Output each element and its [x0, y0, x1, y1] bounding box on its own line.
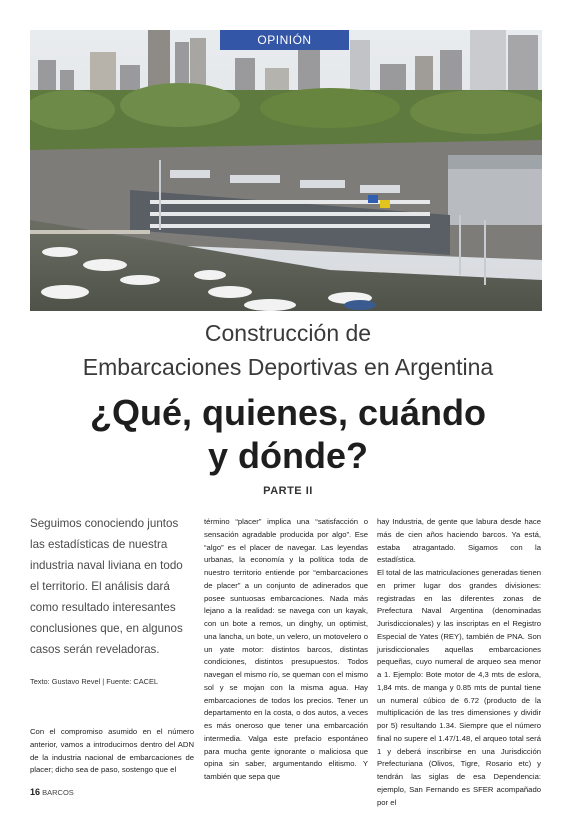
article-headline [0, 391, 576, 477]
body-paragraph: hay Industria, de gente que labura desde hace más de cien años haciendo barcos. Ya está, estaba atragantado. Sigamos con la estadística. [377, 517, 541, 565]
page-number: 16 [30, 787, 41, 797]
body-paragraph: Con el compromiso asumido en el número anterior, vamos a introducirnos dentro del ADN de la industria nacional de embarcaciones de placer; dicho sea de paso, sostengo que el [30, 727, 194, 775]
marina-aerial-photo [30, 30, 542, 311]
article-subtitle [0, 316, 576, 384]
page-footer [30, 787, 74, 797]
body-column-2 [204, 516, 368, 784]
subtitle-line-2: Embarcaciones Deportivas en Argentina [82, 354, 494, 380]
body-paragraph: El total de las matriculaciones generadas tienen en primer lugar dos grandes divisiones: registradas en las diferentes zonas de Prefectura Naval Argentina (denominadas Jurisdiccionales) y las inscriptas en el Registro Especial de Yates (REY), también de PNA. Son jurisdiccionales aquellas embarcaciones pequeñas, cuyo numeral de arqueo sea menor a 1. Ejemplo: Bote motor de 4,3 mts de eslora, 1,84 mts. de manga y 0.85 mts de puntal tiene un numeral cúbico de 6.72 (producto de la multiplicación de las tres dimensiones y dividir por 5) resultando 1.34. Siempre que el número final no supere el 1.47/1.48, el arqueo total será 1 y deberá inscribirse en una Jurisdicción Prefecturiana (Olivos, Tigre, Rosario etc) y tendrán las siglas de esa Dependencia: ejemplo, San Fernando es SFER acompañado por el [377, 568, 541, 807]
part-label: PARTE II [263, 485, 313, 497]
body-column-3 [377, 516, 541, 809]
magazine-name: BARCOS [42, 788, 74, 797]
headline-line-2: y dónde? [208, 435, 368, 476]
article-credits: Texto: Gustavo Revel | Fuente: CACEL [30, 677, 159, 686]
body-paragraph: término “placer” implica una “satisfacción o sensación agradable producida por algo”. Ese “algo” es el placer de navegar. Las leyendas urbanas, la economía y la política toda de nuestro territorio entiende por “embarcaciones de placer” a un conjunto de adinerados que posee suntuosas embarcaciones. Nada más lejano a la realidad: se navega con un kayak, con un bote a remos, un dinghy, un optimist, una lancha, un bote, un velero, un motovelero o un yate motor: distintos barcos, distintas condiciones, distintos presupuestos. Todos navegan el mismo río, se queman con el mismo sol y se mojan con la misma agua. Hay embarcaciones de todos los precios. Tener un departamento en la costa, o dos autos, a veces es más oneroso que tener una embarcación intermedia. Valga este prefacio espontáneo para mucha gente ignorante o maliciosa que opina sin saber, argumentando elitismo. Y también que sepa que [204, 517, 368, 781]
subtitle-line-1: Construcción de [204, 320, 372, 346]
section-tag: OPINIÓN [220, 30, 349, 50]
headline-line-1: ¿Qué, quienes, cuándo [89, 392, 487, 433]
lead-paragraph: Seguimos conociendo juntos las estadísticas de nuestra industria naval liviana en todo el territorio. El análisis dará como resultado interesantes conclusiones que, en algunos casos serán reveladoras. [30, 517, 183, 656]
body-column-1 [30, 726, 194, 777]
